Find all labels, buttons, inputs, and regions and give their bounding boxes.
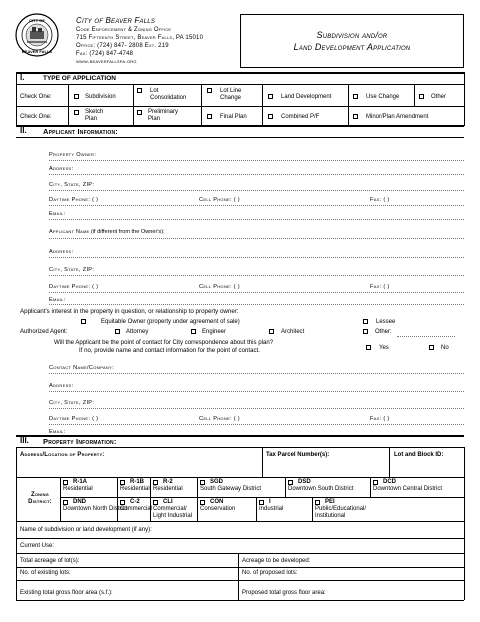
divider — [133, 84, 134, 126]
divider — [256, 497, 257, 521]
applicant-email-label: Email: — [49, 297, 66, 303]
option-architect: Architect — [281, 329, 305, 335]
section1-title: TYPE OF APPLICATION — [43, 75, 116, 82]
owner-day-phone-label: Daytime Phone: ( ) — [49, 197, 99, 203]
checkbox-architect[interactable] — [269, 329, 274, 334]
divider — [238, 553, 239, 600]
applicant-address-field[interactable] — [49, 257, 464, 258]
zone-name: Residential — [63, 486, 93, 492]
office-phone: Office: (724) 847- 2808 Ext. 219 — [76, 43, 169, 49]
applicant-name-field[interactable] — [49, 238, 464, 239]
contact-name-label: Contact Name/Company: — [49, 365, 114, 371]
fax-number: Fax: (724) 847-4748 — [76, 51, 134, 57]
checkbox-use-change[interactable] — [353, 94, 358, 99]
address-location-label: Address/Location of Property: — [20, 452, 105, 458]
divider — [16, 567, 464, 568]
zone-code: R-2 — [163, 479, 173, 485]
city-name: City of Beaver Falls — [76, 16, 156, 25]
option-equitable-owner: Equitable Owner (property under agreement of sale) — [101, 319, 240, 325]
website: www.beaverfallspa.org — [76, 59, 137, 65]
applicant-cell-phone-label: Cell Phone: ( ) — [199, 284, 240, 290]
divider — [68, 84, 69, 126]
divider — [197, 497, 198, 521]
section2-title: Applicant Information: — [43, 127, 118, 136]
divider — [117, 497, 118, 521]
owner-email-label: Email: — [49, 211, 66, 217]
zone-name-2: Institutional — [315, 513, 346, 519]
divider — [262, 447, 263, 477]
option-other-agent: Other: — [375, 329, 392, 335]
zone-name: Conservation — [200, 506, 236, 512]
contact-address-label: Address: — [49, 383, 74, 389]
section3-title: Property Information: — [43, 437, 117, 446]
owner-fax-label: Fax: ( ) — [370, 197, 390, 203]
divider — [16, 477, 464, 478]
divider — [60, 497, 464, 498]
lot-block-label: Lot and Block ID: — [394, 452, 444, 458]
applicant-city-label: City, State, ZIP: — [49, 267, 95, 273]
divider — [16, 106, 464, 107]
zone-checkbox[interactable] — [63, 500, 68, 505]
divider — [16, 72, 464, 74]
frame-right — [464, 447, 465, 600]
zone-code: SGD — [210, 479, 224, 485]
applicant-fax-label: Fax: ( ) — [370, 284, 390, 290]
checkbox-combined-pf[interactable] — [268, 114, 273, 119]
zone-name: Industrial — [259, 506, 284, 512]
divider — [16, 580, 464, 581]
checkbox-preliminary-plan[interactable] — [137, 110, 142, 115]
zone-code: PEI — [325, 499, 335, 505]
zone-name: Residential — [120, 486, 150, 492]
zone-name: South Gateway District — [200, 486, 262, 492]
property-owner-field[interactable] — [49, 160, 464, 161]
applicant-email-field[interactable] — [49, 304, 464, 305]
zone-code: DND — [73, 499, 86, 505]
zone-code: R-1A — [73, 479, 88, 485]
contact-city-label: City, State, ZIP: — [49, 400, 95, 406]
applicant-city-field[interactable] — [49, 275, 464, 276]
proposed-gfa-label: Proposed total gross floor area: — [242, 590, 326, 596]
contact-email-label: Email: — [49, 429, 66, 435]
owner-phone-field[interactable] — [49, 205, 464, 206]
option-attorney: Attorney — [126, 329, 149, 335]
contact-name-field[interactable] — [49, 373, 464, 374]
total-acreage-label: Total acreage of lot(s): — [20, 558, 80, 564]
checkbox-sketch-plan[interactable] — [74, 110, 79, 115]
section3-number: III. — [20, 436, 29, 445]
checkbox-land-development[interactable] — [268, 94, 273, 99]
title-box — [240, 14, 464, 68]
option-lot-line-change: Lot Line Change — [220, 88, 242, 101]
option-combined-pf: Combined P/F — [281, 114, 320, 120]
divider — [312, 497, 313, 521]
zone-checkbox[interactable] — [120, 480, 125, 485]
option-sketch-plan: Sketch Plan — [85, 109, 104, 122]
owner-address-field[interactable] — [49, 174, 464, 175]
option-preliminary-plan: Preliminary Plan — [148, 109, 179, 122]
authorized-agent-label: Authorized Agent: — [20, 329, 68, 335]
checkbox-attorney[interactable] — [115, 329, 120, 334]
zone-name-2: Light Industrial — [153, 513, 193, 519]
frame-left-top — [16, 72, 17, 126]
applicant-phone-field[interactable] — [49, 292, 464, 293]
check-one-label: Check One: — [20, 94, 52, 100]
form-title-line1: Subdivision and/or — [316, 30, 388, 40]
zone-checkbox[interactable] — [200, 480, 205, 485]
divider — [201, 84, 202, 106]
zone-code: DCD — [383, 479, 396, 485]
zone-checkbox[interactable] — [259, 500, 264, 505]
owner-city-field[interactable] — [49, 190, 464, 191]
checkbox-other-agent[interactable] — [363, 329, 368, 334]
zone-code: I — [269, 499, 271, 505]
divider — [60, 477, 61, 521]
option-minor-plan-amendment: Minor/Plan Amendment — [366, 114, 429, 120]
contact-cell-phone-label: Cell Phone: ( ) — [199, 416, 240, 422]
divider — [16, 521, 464, 522]
zone-name: Downtown South District — [288, 486, 354, 492]
existing-gfa-label: Existing total gross floor area (s.f.): — [20, 590, 113, 596]
property-owner-label: Property Owner: — [49, 152, 97, 158]
proposed-lots-label: No. of proposed lots: — [242, 570, 298, 576]
svg-text:BEAVER FALLS: BEAVER FALLS — [21, 49, 53, 54]
divider — [16, 137, 464, 138]
acreage-developed-label: Acreage to be developed: — [242, 558, 311, 564]
divider — [348, 84, 349, 106]
divider — [16, 447, 464, 448]
divider — [150, 497, 151, 521]
zone-code: CON — [210, 499, 224, 505]
divider — [285, 477, 286, 497]
checkbox-minor-plan-amendment[interactable] — [353, 114, 358, 119]
tax-parcel-label: Tax Parcel Number(s): — [266, 452, 330, 458]
checkbox-lot-line-change[interactable] — [207, 88, 212, 93]
zone-checkbox[interactable] — [373, 480, 378, 485]
city-seal — [15, 13, 59, 57]
frame-left — [16, 447, 17, 600]
option-lot-consolidation: Lot Consolidation — [150, 88, 187, 101]
owner-email-field[interactable] — [49, 219, 464, 220]
contact-address-field[interactable] — [49, 391, 464, 392]
checkbox-contact-yes[interactable] — [366, 345, 371, 350]
option-other: Other — [431, 94, 447, 100]
owner-cell-phone-label: Cell Phone: ( ) — [199, 197, 240, 203]
current-use-label: Current Use: — [20, 543, 55, 549]
checkbox-final-plan[interactable] — [207, 114, 212, 119]
zone-checkbox[interactable] — [153, 500, 158, 505]
divider — [348, 106, 349, 126]
owner-city-label: City, State, ZIP: — [49, 182, 95, 188]
contact-city-field[interactable] — [49, 408, 464, 409]
option-land-development: Land Development — [281, 94, 332, 100]
zone-code: CLI — [163, 499, 173, 505]
applicant-name-label: Applicant Name (if different from the Owner's): — [49, 229, 165, 235]
applicant-address-label: Address: — [49, 249, 74, 255]
option-lessee: Lessee — [376, 319, 396, 325]
form-title-line2: Land Development Application — [293, 42, 411, 52]
divider — [201, 106, 202, 126]
dept-address: 715 Fifteenth Street, Beaver Falls, PA 15010 — [76, 35, 204, 41]
check-one-label-2: Check One: — [20, 114, 52, 120]
zoning-district-label: Zoning District: — [28, 492, 52, 505]
option-final-plan: Final Plan — [220, 114, 247, 120]
interest-question: Applicant's interest in the property in question, or relationship to property owner: — [20, 308, 239, 315]
divider — [262, 84, 263, 126]
contact-phone-field[interactable] — [49, 424, 464, 425]
zone-name: Commercial/ — [153, 506, 187, 512]
option-subdivision: Subdivision — [85, 94, 116, 100]
contact-day-phone-label: Daytime Phone: ( ) — [49, 416, 99, 422]
section1-number: I. — [20, 73, 25, 82]
zone-name: Commercial — [120, 506, 153, 512]
applicant-day-phone-label: Daytime Phone: ( ) — [49, 284, 99, 290]
zone-name: Downtown Central District — [373, 486, 443, 492]
option-contact-no: No — [441, 345, 449, 351]
other-agent-field[interactable] — [397, 336, 455, 337]
divider — [197, 477, 198, 497]
divider — [16, 84, 464, 85]
contact-fax-label: Fax: ( ) — [370, 416, 390, 422]
divider — [370, 477, 371, 497]
svg-text:CITY OF: CITY OF — [29, 18, 45, 23]
divider — [16, 553, 464, 554]
option-contact-yes: Yes — [379, 345, 389, 351]
option-engineer: Engineer — [202, 329, 227, 335]
checkbox-lessee[interactable] — [363, 319, 368, 324]
divider — [414, 84, 415, 106]
divider — [16, 538, 464, 539]
contact-question-line2: If no, provide name and contact information for the point of contact. — [79, 347, 260, 354]
zone-checkbox[interactable] — [63, 480, 68, 485]
owner-address-label: Address: — [49, 166, 74, 172]
zone-code: C-2 — [130, 499, 140, 505]
subdivision-name-label: Name of subdivision or land development (if any): — [20, 527, 152, 533]
zone-checkbox[interactable] — [288, 480, 293, 485]
contact-question-line1: Will the Applicant be the point of contact for City correspondence about this plan? — [54, 339, 274, 346]
existing-lots-label: No. of existing lots: — [20, 570, 71, 576]
zone-code: DSD — [298, 479, 311, 485]
zone-checkbox[interactable] — [120, 500, 125, 505]
zone-checkbox[interactable] — [200, 500, 205, 505]
checkbox-contact-no[interactable] — [429, 345, 434, 350]
zone-checkbox[interactable] — [315, 500, 320, 505]
zone-name: Downtown North District — [63, 506, 128, 512]
checkbox-other[interactable] — [419, 94, 424, 99]
zone-code: R-1B — [130, 479, 145, 485]
checkbox-lot-consolidation[interactable] — [137, 88, 142, 93]
zone-name: Public/Educational/ — [315, 506, 367, 512]
zone-name: Residential — [153, 486, 183, 492]
checkbox-equitable-owner[interactable] — [81, 319, 86, 324]
zone-checkbox[interactable] — [153, 480, 158, 485]
section2-number: II. — [20, 126, 27, 135]
divider — [16, 600, 464, 601]
frame-right-top — [464, 72, 465, 126]
checkbox-subdivision[interactable] — [74, 94, 79, 99]
checkbox-engineer[interactable] — [191, 329, 196, 334]
divider — [150, 477, 151, 497]
dept-name: Code Enforcement & Zoning Office — [76, 27, 172, 33]
divider — [389, 447, 390, 477]
divider — [117, 477, 118, 497]
option-use-change: Use Change — [366, 94, 400, 100]
